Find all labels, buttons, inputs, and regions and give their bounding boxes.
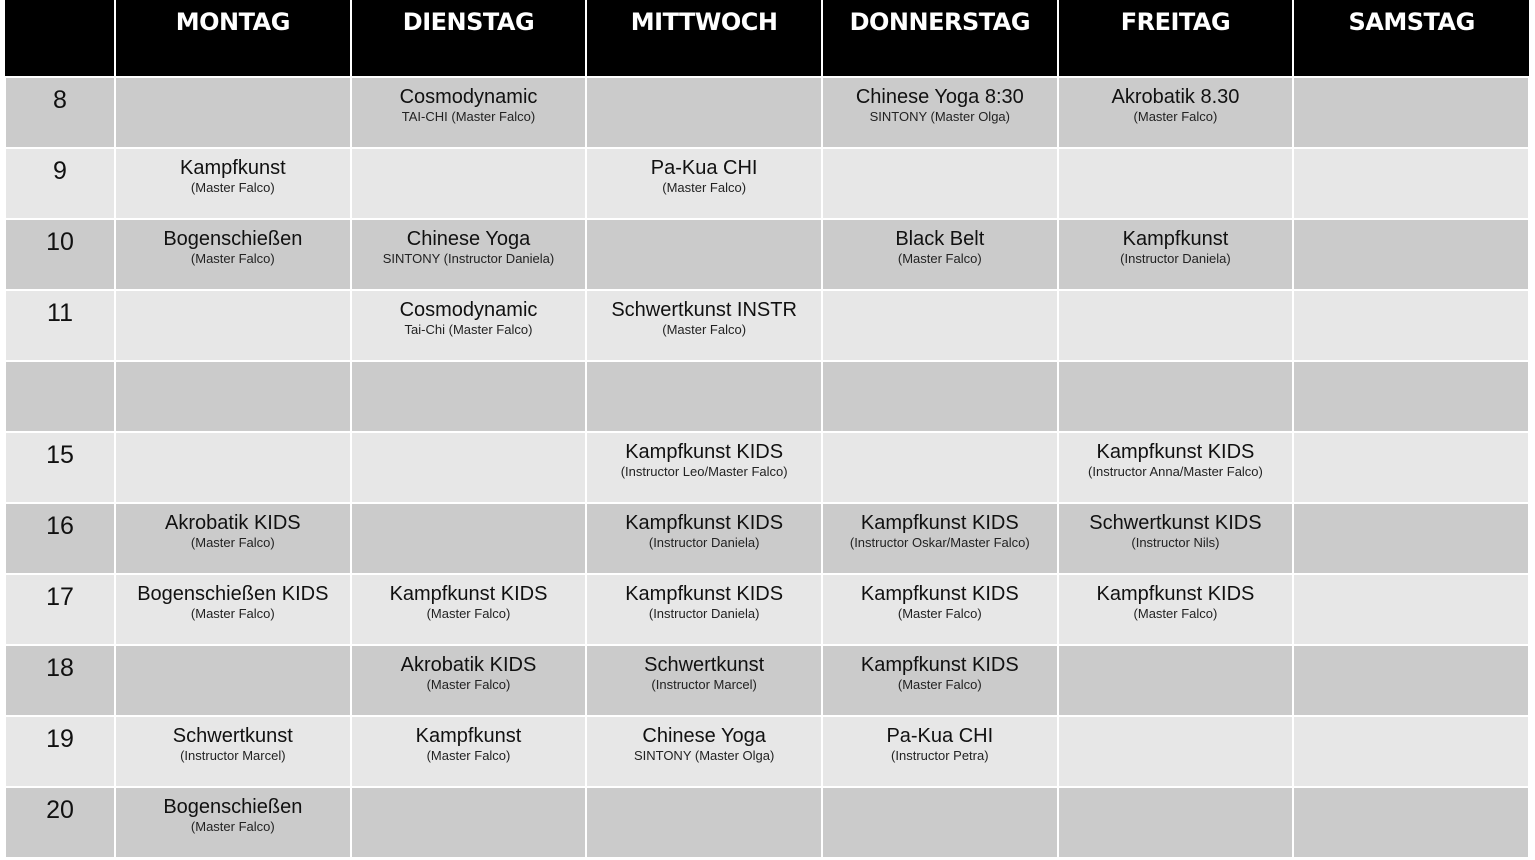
class-title: Chinese Yoga 8:30	[855, 86, 1024, 108]
empty-cell	[822, 361, 1058, 432]
class-instructor: (Master Falco)	[662, 180, 747, 195]
hour-label	[5, 361, 115, 432]
empty-cell	[1293, 219, 1529, 290]
day-header-mittwoch: MITTWOCH	[586, 0, 822, 77]
hour-label: 11	[5, 290, 115, 361]
day-header-dienstag: DIENSTAG	[351, 0, 587, 77]
class-instructor: (Instructor Daniela)	[648, 606, 760, 621]
empty-cell	[115, 432, 351, 503]
day-header-montag: MONTAG	[115, 0, 351, 77]
day-header-row	[5, 0, 1529, 77]
class-instructor: (Instructor Marcel)	[180, 748, 286, 763]
class-title: Schwertkunst INSTR	[611, 299, 797, 321]
class-instructor: (Master Falco)	[1133, 606, 1218, 621]
class-cell	[586, 290, 822, 361]
class-cell	[586, 574, 822, 645]
empty-cell	[1058, 361, 1294, 432]
empty-cell	[1293, 716, 1529, 787]
hour-label: 8	[5, 77, 115, 148]
hour-label: 16	[5, 503, 115, 574]
class-instructor: (Instructor Anna/Master Falco)	[1088, 464, 1263, 479]
empty-cell	[822, 148, 1058, 219]
schedule-row	[5, 290, 1529, 361]
class-instructor: SINTONY (Master Olga)	[869, 109, 1010, 124]
hour-label: 17	[5, 574, 115, 645]
empty-cell	[1293, 432, 1529, 503]
hour-label: 18	[5, 645, 115, 716]
class-title: Chinese Yoga	[642, 725, 766, 747]
empty-cell	[1293, 645, 1529, 716]
class-instructor: (Instructor Daniela)	[1120, 251, 1231, 266]
class-title: Cosmodynamic	[399, 299, 538, 321]
class-instructor: (Master Falco)	[190, 251, 275, 266]
class-cell	[1058, 503, 1294, 574]
class-title: Bogenschießen	[163, 796, 303, 818]
schedule-row	[5, 574, 1529, 645]
class-title: Schwertkunst KIDS	[1089, 512, 1262, 534]
schedule-body	[5, 77, 1529, 858]
class-cell	[586, 716, 822, 787]
empty-cell	[115, 290, 351, 361]
hour-label: 10	[5, 219, 115, 290]
class-cell	[586, 503, 822, 574]
class-cell	[822, 503, 1058, 574]
empty-cell	[1293, 787, 1529, 858]
class-cell	[115, 219, 351, 290]
class-instructor: (Master Falco)	[190, 535, 275, 550]
class-cell	[1058, 77, 1294, 148]
class-title: Kampfkunst	[180, 157, 286, 179]
class-cell	[1058, 219, 1294, 290]
class-cell	[351, 290, 587, 361]
class-title: Kampfkunst KIDS	[860, 512, 1019, 534]
class-title: Akrobatik 8.30	[1111, 86, 1240, 108]
class-title: Kampfkunst	[1122, 228, 1229, 250]
class-title: Black Belt	[895, 228, 985, 250]
schedule-frame	[4, 0, 1530, 856]
class-title: Pa-Kua CHI	[886, 725, 994, 747]
class-title: Schwertkunst	[644, 654, 765, 676]
class-cell	[351, 574, 587, 645]
empty-cell	[1293, 148, 1529, 219]
class-instructor: (Master Falco)	[897, 606, 982, 621]
schedule-row	[5, 503, 1529, 574]
empty-cell	[822, 432, 1058, 503]
class-cell	[115, 503, 351, 574]
empty-cell	[1293, 77, 1529, 148]
class-cell	[351, 219, 587, 290]
empty-cell	[586, 77, 822, 148]
schedule-row	[5, 787, 1529, 858]
class-cell	[1058, 574, 1294, 645]
day-header-samstag: SAMSTAG	[1293, 0, 1529, 77]
empty-cell	[1293, 290, 1529, 361]
schedule-row	[5, 361, 1529, 432]
class-cell	[822, 716, 1058, 787]
class-instructor: (Master Falco)	[426, 748, 511, 763]
class-instructor: (Instructor Daniela)	[648, 535, 760, 550]
empty-cell	[115, 77, 351, 148]
empty-cell	[586, 219, 822, 290]
empty-cell	[1293, 361, 1529, 432]
class-title: Schwertkunst	[172, 725, 293, 747]
class-title: Pa-Kua CHI	[650, 157, 758, 179]
schedule-row	[5, 716, 1529, 787]
class-instructor: (Master Falco)	[190, 606, 275, 621]
hour-label: 15	[5, 432, 115, 503]
class-instructor: (Master Falco)	[897, 677, 982, 692]
class-title: Bogenschießen KIDS	[137, 583, 329, 605]
empty-cell	[822, 290, 1058, 361]
class-title: Akrobatik KIDS	[400, 654, 537, 676]
class-title: Kampfkunst KIDS	[625, 512, 784, 534]
class-cell	[351, 645, 587, 716]
empty-cell	[1058, 645, 1294, 716]
class-instructor: (Master Falco)	[662, 322, 747, 337]
class-cell	[822, 77, 1058, 148]
class-instructor: (Instructor Leo/Master Falco)	[620, 464, 788, 479]
empty-cell	[115, 645, 351, 716]
class-cell	[586, 645, 822, 716]
class-instructor: TAI-CHI (Master Falco)	[401, 109, 536, 124]
schedule-row	[5, 432, 1529, 503]
class-instructor: (Master Falco)	[190, 180, 275, 195]
day-header-donnerstag: DONNERSTAG	[822, 0, 1058, 77]
class-instructor: (Instructor Oskar/Master Falco)	[849, 535, 1030, 550]
empty-cell	[1293, 574, 1529, 645]
class-instructor: SINTONY (Master Olga)	[633, 748, 775, 763]
class-instructor: (Master Falco)	[190, 819, 275, 834]
class-instructor: (Master Falco)	[426, 606, 511, 621]
class-title: Chinese Yoga	[406, 228, 531, 250]
empty-cell	[351, 148, 587, 219]
class-cell	[115, 787, 351, 858]
class-cell	[822, 219, 1058, 290]
class-title: Bogenschießen	[163, 228, 303, 250]
class-title: Kampfkunst KIDS	[860, 583, 1019, 605]
class-title: Kampfkunst KIDS	[625, 441, 784, 463]
class-instructor: (Master Falco)	[426, 677, 511, 692]
class-title: Kampfkunst KIDS	[1096, 441, 1255, 463]
empty-cell	[586, 361, 822, 432]
empty-cell	[351, 432, 587, 503]
empty-cell	[822, 787, 1058, 858]
class-title: Akrobatik KIDS	[165, 512, 301, 534]
empty-cell	[1058, 716, 1294, 787]
empty-cell	[351, 361, 587, 432]
empty-cell	[1293, 503, 1529, 574]
empty-cell	[1058, 148, 1294, 219]
class-cell	[115, 148, 351, 219]
class-instructor: (Master Falco)	[897, 251, 982, 266]
empty-cell	[586, 787, 822, 858]
class-title: Kampfkunst KIDS	[625, 583, 784, 605]
hour-label: 19	[5, 716, 115, 787]
empty-cell	[351, 787, 587, 858]
empty-cell	[1058, 290, 1294, 361]
hour-label: 9	[5, 148, 115, 219]
class-cell	[586, 148, 822, 219]
empty-cell	[115, 361, 351, 432]
hour-column-header	[5, 0, 115, 77]
schedule-row	[5, 645, 1529, 716]
schedule-row	[5, 148, 1529, 219]
class-cell	[351, 716, 587, 787]
schedule-row	[5, 77, 1529, 148]
class-instructor: SINTONY (Instructor Daniela)	[382, 251, 555, 266]
class-title: Kampfkunst KIDS	[860, 654, 1019, 676]
day-header-freitag: FREITAG	[1058, 0, 1294, 77]
class-instructor: (Instructor Marcel)	[651, 677, 757, 692]
hour-label: 20	[5, 787, 115, 858]
schedule-row	[5, 219, 1529, 290]
class-cell	[115, 574, 351, 645]
class-cell	[822, 645, 1058, 716]
class-cell	[351, 77, 587, 148]
class-instructor: (Instructor Petra)	[891, 748, 989, 763]
class-title: Kampfkunst KIDS	[1096, 583, 1255, 605]
class-title: Cosmodynamic	[399, 86, 538, 108]
class-instructor: (Master Falco)	[1133, 109, 1218, 124]
class-instructor: (Instructor Nils)	[1131, 535, 1220, 550]
class-instructor: Tai-Chi (Master Falco)	[404, 322, 533, 337]
empty-cell	[1058, 787, 1294, 858]
weekly-schedule-table	[4, 0, 1530, 859]
class-cell	[822, 574, 1058, 645]
class-cell	[586, 432, 822, 503]
class-cell	[115, 716, 351, 787]
class-title: Kampfkunst KIDS	[389, 583, 548, 605]
class-title: Kampfkunst	[415, 725, 522, 747]
class-cell	[1058, 432, 1294, 503]
empty-cell	[351, 503, 587, 574]
